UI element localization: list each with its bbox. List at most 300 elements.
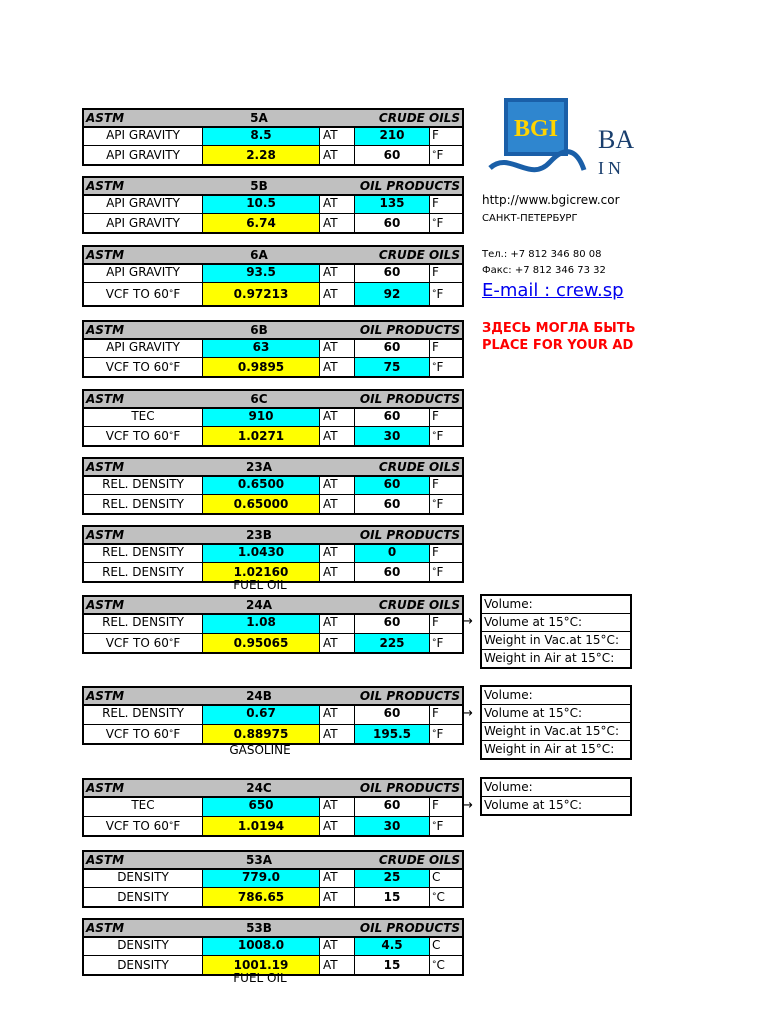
row-label — [84, 888, 202, 906]
unit-label — [430, 427, 460, 445]
logo-text-2: IN — [598, 158, 625, 178]
bgi-logo-icon — [490, 98, 635, 180]
row-label-text: DENSITY — [117, 938, 169, 952]
degree-sign: ° — [168, 431, 174, 441]
row-label-text: REL. DENSITY — [102, 615, 184, 629]
row-label-text: API GRAVITY — [106, 128, 180, 142]
input-value-primary[interactable]: 93.5 — [202, 265, 320, 282]
row-label-text: DENSITY — [117, 890, 169, 904]
row-label — [84, 956, 202, 974]
row-label — [84, 563, 202, 581]
table-header — [84, 391, 462, 409]
row-label-text: REL. DENSITY — [102, 565, 184, 579]
input-value-primary[interactable]: 10.5 — [202, 196, 320, 213]
astm-table-53a — [82, 850, 464, 908]
table-category: CRUDE OILS — [378, 598, 460, 612]
unit-label — [430, 409, 460, 426]
input-temperature[interactable]: 60 — [354, 477, 430, 494]
row-label-text: API GRAVITY — [106, 148, 180, 162]
unit-text: F — [436, 360, 444, 374]
at-label: AT — [323, 340, 338, 354]
row-label-text: REL. DENSITY — [102, 545, 184, 559]
astm-table-24b — [82, 686, 464, 745]
at-label: AT — [323, 565, 338, 579]
astm-table-6a — [82, 245, 464, 307]
degree-sign: ° — [432, 499, 437, 509]
table-standard-label: ASTM — [86, 853, 125, 867]
row-label — [84, 214, 202, 232]
row-label-text: VCF TO 60 — [105, 287, 169, 301]
at-label: AT — [323, 636, 338, 650]
degree-sign: ° — [432, 892, 437, 902]
unit-label — [430, 725, 460, 743]
unit-text: F — [432, 798, 439, 812]
result-row: Weight in Vac.at 15°C: — [482, 722, 630, 740]
unit-label — [430, 214, 460, 232]
input-value-primary: 1001.19 — [202, 956, 320, 974]
table-category: CRUDE OILS — [378, 111, 460, 125]
input-value-primary: 1.0194 — [202, 817, 320, 835]
input-temperature: 60 — [354, 340, 430, 357]
table-standard-label: ASTM — [86, 781, 125, 795]
astm-table-53b — [82, 918, 464, 976]
at-label: AT — [323, 615, 338, 629]
table-row — [84, 724, 462, 743]
row-label — [84, 938, 202, 955]
unit-label — [430, 265, 460, 282]
row-label-text: VCF TO 60 — [105, 819, 169, 833]
unit-text: C — [436, 890, 445, 904]
table-category: OIL PRODUCTS — [359, 689, 460, 703]
row-label-text: VCF TO 60 — [105, 360, 169, 374]
astm-table-6b — [82, 320, 464, 378]
table-category: OIL PRODUCTS — [359, 921, 460, 935]
row-label — [84, 615, 202, 633]
unit-text: C — [432, 870, 441, 884]
input-value-primary[interactable]: 779.0 — [202, 870, 320, 887]
row-label — [84, 196, 202, 213]
table-code: 24A — [246, 598, 272, 612]
astm-table-23b — [82, 525, 464, 583]
table-header — [84, 920, 462, 938]
table-standard-label: ASTM — [86, 392, 125, 406]
company-city: САНКТ-ПЕТЕРБУРГ — [482, 213, 578, 224]
table-category: OIL PRODUCTS — [359, 528, 460, 542]
unit-text: F — [432, 128, 439, 142]
input-temperature: 60 — [354, 146, 430, 164]
input-value-primary: 1.02160 — [202, 563, 320, 581]
input-temperature[interactable]: 30 — [354, 817, 430, 835]
row-label — [84, 128, 202, 145]
result-panel — [480, 777, 632, 816]
input-value-primary: 0.65000 — [202, 495, 320, 513]
row-label-text: REL. DENSITY — [102, 706, 184, 720]
table-row — [84, 145, 462, 164]
at-label: AT — [323, 128, 338, 142]
input-value-primary[interactable]: 8.5 — [202, 128, 320, 145]
input-temperature: 15 — [354, 888, 430, 906]
table-row — [84, 545, 462, 562]
input-temperature: 60 — [354, 214, 430, 232]
bgi-logo — [490, 98, 635, 183]
input-value-primary[interactable]: 1008.0 — [202, 938, 320, 955]
input-temperature[interactable]: 0 — [354, 545, 430, 562]
degree-sign: ° — [168, 638, 174, 648]
input-temperature[interactable]: 225 — [354, 634, 430, 652]
at-label: AT — [323, 545, 338, 559]
unit-label — [430, 196, 460, 213]
unit-label — [430, 938, 460, 955]
table-row — [84, 477, 462, 494]
at-label: AT — [323, 409, 338, 423]
table-row — [84, 196, 462, 213]
unit-text: F — [436, 565, 444, 579]
at-label: AT — [323, 497, 338, 511]
table-code: 6A — [250, 248, 268, 262]
at-label: AT — [323, 819, 338, 833]
vcf-unit: F — [173, 636, 181, 650]
row-label — [84, 706, 202, 724]
row-label — [84, 817, 202, 835]
row-label — [84, 265, 202, 282]
result-row: Volume: — [484, 597, 533, 611]
unit-label — [430, 615, 460, 633]
input-temperature[interactable]: 135 — [354, 196, 430, 213]
degree-sign: ° — [168, 821, 174, 831]
unit-label — [430, 340, 460, 357]
result-row: Volume: — [484, 688, 533, 702]
unit-label — [430, 128, 460, 145]
unit-label — [430, 545, 460, 562]
degree-sign: ° — [432, 150, 437, 160]
unit-text: F — [432, 196, 439, 210]
input-value-primary[interactable]: 910 — [202, 409, 320, 426]
table-row — [84, 282, 462, 305]
row-label-text: REL. DENSITY — [102, 477, 184, 491]
unit-text: F — [432, 615, 439, 629]
arrow-icon: → — [462, 706, 473, 721]
degree-sign: ° — [432, 960, 437, 970]
table-category: CRUDE OILS — [378, 853, 460, 867]
degree-sign: ° — [168, 362, 174, 372]
at-label: AT — [323, 360, 338, 374]
product-note: FUEL OIL — [233, 971, 287, 985]
input-value-primary: 0.88975 — [202, 725, 320, 743]
unit-text: F — [436, 819, 444, 833]
table-category: CRUDE OILS — [378, 460, 460, 474]
result-row: Weight in Air at 15°C: — [482, 740, 630, 758]
input-temperature: 60 — [354, 798, 430, 816]
table-row — [84, 409, 462, 426]
degree-sign: ° — [168, 729, 174, 739]
table-row — [84, 615, 462, 633]
unit-label — [430, 706, 460, 724]
row-label-text: REL. DENSITY — [102, 497, 184, 511]
row-label — [84, 725, 202, 743]
table-category: OIL PRODUCTS — [359, 323, 460, 337]
input-temperature: 60 — [354, 265, 430, 282]
at-label: AT — [323, 265, 338, 279]
at-label: AT — [323, 958, 338, 972]
row-label-text: VCF TO 60 — [105, 636, 169, 650]
table-header — [84, 110, 462, 128]
table-row — [84, 494, 462, 513]
table-header — [84, 527, 462, 545]
table-row — [84, 816, 462, 835]
vcf-unit: F — [173, 360, 181, 374]
degree-sign: ° — [432, 821, 437, 831]
table-header — [84, 322, 462, 340]
table-header — [84, 459, 462, 477]
table-row — [84, 340, 462, 357]
table-code: 24B — [246, 689, 272, 703]
row-label-text: TEC — [131, 798, 155, 812]
input-temperature[interactable]: 25 — [354, 870, 430, 887]
input-value-primary[interactable]: 1.08 — [202, 615, 320, 633]
unit-label — [430, 956, 460, 974]
degree-sign: ° — [432, 362, 437, 372]
unit-text: C — [432, 938, 441, 952]
unit-label — [430, 495, 460, 513]
unit-text: F — [436, 429, 444, 443]
logo-text-1: BA — [598, 125, 635, 154]
table-row — [84, 870, 462, 887]
input-temperature: 60 — [354, 409, 430, 426]
product-note: FUEL OIL — [233, 578, 287, 592]
ad-text-ru: ЗДЕСЬ МОГЛА БЫТЬ — [482, 321, 636, 336]
table-code: 5B — [250, 179, 268, 193]
result-row: Weight in Air at 15°C: — [482, 649, 630, 667]
table-code: 24C — [246, 781, 272, 795]
table-row — [84, 887, 462, 906]
input-temperature: 60 — [354, 563, 430, 581]
row-label-text: API GRAVITY — [106, 340, 180, 354]
table-code: 53A — [246, 853, 272, 867]
input-value-primary: 0.97213 — [202, 283, 320, 305]
table-standard-label: ASTM — [86, 689, 125, 703]
email-link[interactable]: E-mail : crew.sp — [482, 280, 624, 301]
table-standard-label: ASTM — [86, 179, 125, 193]
input-value-primary: 0.9895 — [202, 358, 320, 376]
row-label-text: API GRAVITY — [106, 265, 180, 279]
table-category: OIL PRODUCTS — [359, 392, 460, 406]
input-value-primary[interactable]: 0.67 — [202, 706, 320, 724]
row-label-text: API GRAVITY — [106, 216, 180, 230]
table-standard-label: ASTM — [86, 323, 125, 337]
table-code: 53B — [246, 921, 272, 935]
table-row — [84, 633, 462, 652]
table-standard-label: ASTM — [86, 528, 125, 542]
at-label: AT — [323, 706, 338, 720]
unit-label — [430, 798, 460, 816]
input-temperature: 60 — [354, 495, 430, 513]
table-standard-label: ASTM — [86, 598, 125, 612]
unit-text: F — [432, 409, 439, 423]
astm-table-24a — [82, 595, 464, 654]
table-header — [84, 178, 462, 196]
row-label-text: TEC — [131, 409, 155, 423]
input-value-primary: 2.28 — [202, 146, 320, 164]
row-label-text: DENSITY — [117, 958, 169, 972]
table-header — [84, 688, 462, 706]
row-label-text: DENSITY — [117, 870, 169, 884]
unit-text: F — [436, 636, 444, 650]
at-label: AT — [323, 216, 338, 230]
company-url-link[interactable]: http://www.bgicrew.cor — [482, 193, 620, 207]
table-code: 6B — [250, 323, 268, 337]
unit-label — [430, 817, 460, 835]
degree-sign: ° — [432, 218, 437, 228]
unit-label — [430, 888, 460, 906]
input-value-primary: 786.65 — [202, 888, 320, 906]
astm-table-5b — [82, 176, 464, 234]
table-standard-label: ASTM — [86, 921, 125, 935]
input-value-primary[interactable]: 0.6500 — [202, 477, 320, 494]
row-label — [84, 477, 202, 494]
row-label — [84, 798, 202, 816]
input-value-primary: 0.95065 — [202, 634, 320, 652]
table-standard-label: ASTM — [86, 460, 125, 474]
ad-text-en: PLACE FOR YOUR AD — [482, 338, 634, 353]
row-label — [84, 634, 202, 652]
logo-mark: BGI — [513, 116, 559, 142]
unit-text: F — [436, 727, 444, 741]
unit-text: F — [432, 477, 439, 491]
result-row: Weight in Vac.at 15°C: — [482, 631, 630, 649]
degree-sign: ° — [432, 729, 437, 739]
unit-text: F — [436, 148, 444, 162]
at-label: AT — [323, 798, 338, 812]
vcf-unit: F — [173, 287, 181, 301]
input-temperature[interactable]: 4.5 — [354, 938, 430, 955]
degree-sign: ° — [432, 431, 437, 441]
row-label — [84, 545, 202, 562]
vcf-unit: F — [173, 727, 181, 741]
arrow-icon: → — [462, 614, 473, 629]
unit-text: F — [432, 265, 439, 279]
result-panel — [480, 685, 632, 760]
input-value-primary[interactable]: 650 — [202, 798, 320, 816]
unit-label — [430, 870, 460, 887]
at-label: AT — [323, 196, 338, 210]
at-label: AT — [323, 477, 338, 491]
input-temperature: 60 — [354, 706, 430, 724]
row-label — [84, 340, 202, 357]
unit-text: F — [432, 706, 439, 720]
unit-label — [430, 283, 460, 305]
unit-label — [430, 358, 460, 376]
row-label — [84, 427, 202, 445]
vcf-unit: F — [173, 429, 181, 443]
table-row — [84, 426, 462, 445]
table-row — [84, 938, 462, 955]
unit-label — [430, 477, 460, 494]
unit-text: F — [436, 287, 444, 301]
unit-text: F — [436, 497, 444, 511]
result-row: Volume at 15°C: — [482, 704, 630, 722]
astm-table-24c — [82, 778, 464, 837]
input-value-primary: 6.74 — [202, 214, 320, 232]
input-temperature[interactable]: 195.5 — [354, 725, 430, 743]
table-header — [84, 780, 462, 798]
row-label-text: API GRAVITY — [106, 196, 180, 210]
table-row — [84, 357, 462, 376]
table-row — [84, 706, 462, 724]
result-panel — [480, 594, 632, 669]
at-label: AT — [323, 870, 338, 884]
product-note: GASOLINE — [229, 743, 291, 757]
row-label-text: VCF TO 60 — [105, 429, 169, 443]
table-standard-label: ASTM — [86, 111, 125, 125]
unit-text: F — [432, 545, 439, 559]
input-temperature[interactable]: 30 — [354, 427, 430, 445]
unit-text: F — [432, 340, 439, 354]
row-label-text: VCF TO 60 — [105, 727, 169, 741]
table-category: CRUDE OILS — [378, 248, 460, 262]
unit-label — [430, 634, 460, 652]
row-label — [84, 358, 202, 376]
at-label: AT — [323, 148, 338, 162]
input-value-primary[interactable]: 63 — [202, 340, 320, 357]
row-label — [84, 495, 202, 513]
unit-text: C — [436, 958, 445, 972]
degree-sign: ° — [168, 289, 174, 299]
degree-sign: ° — [432, 567, 437, 577]
table-row — [84, 265, 462, 282]
input-temperature[interactable]: 92 — [354, 283, 430, 305]
table-row — [84, 798, 462, 816]
at-label: AT — [323, 727, 338, 741]
table-row — [84, 213, 462, 232]
table-category: OIL PRODUCTS — [359, 179, 460, 193]
table-header — [84, 852, 462, 870]
table-category: OIL PRODUCTS — [359, 781, 460, 795]
table-code: 23B — [246, 528, 272, 542]
degree-sign: ° — [432, 289, 437, 299]
astm-table-6c — [82, 389, 464, 447]
table-code: 23A — [246, 460, 272, 474]
unit-label — [430, 563, 460, 581]
input-temperature[interactable]: 75 — [354, 358, 430, 376]
row-label — [84, 409, 202, 426]
input-value-primary: 1.0271 — [202, 427, 320, 445]
result-row: Volume at 15°C: — [482, 613, 630, 631]
row-label — [84, 870, 202, 887]
unit-label — [430, 146, 460, 164]
result-row: Volume: — [484, 780, 533, 794]
input-temperature: 60 — [354, 615, 430, 633]
at-label: AT — [323, 890, 338, 904]
at-label: AT — [323, 429, 338, 443]
input-value-primary[interactable]: 1.0430 — [202, 545, 320, 562]
company-phone: Тел.: +7 812 346 80 08 — [482, 249, 602, 260]
table-code: 6C — [250, 392, 268, 406]
vcf-unit: F — [173, 819, 181, 833]
at-label: AT — [323, 287, 338, 301]
input-temperature[interactable]: 210 — [354, 128, 430, 145]
row-label — [84, 146, 202, 164]
astm-table-5a — [82, 108, 464, 166]
result-row: Volume at 15°C: — [482, 796, 630, 814]
unit-text: F — [436, 216, 444, 230]
table-header — [84, 597, 462, 615]
company-fax: Факс: +7 812 346 73 32 — [482, 265, 606, 276]
table-header — [84, 247, 462, 265]
arrow-icon: → — [462, 798, 473, 813]
at-label: AT — [323, 938, 338, 952]
table-code: 5A — [250, 111, 268, 125]
row-label — [84, 283, 202, 305]
